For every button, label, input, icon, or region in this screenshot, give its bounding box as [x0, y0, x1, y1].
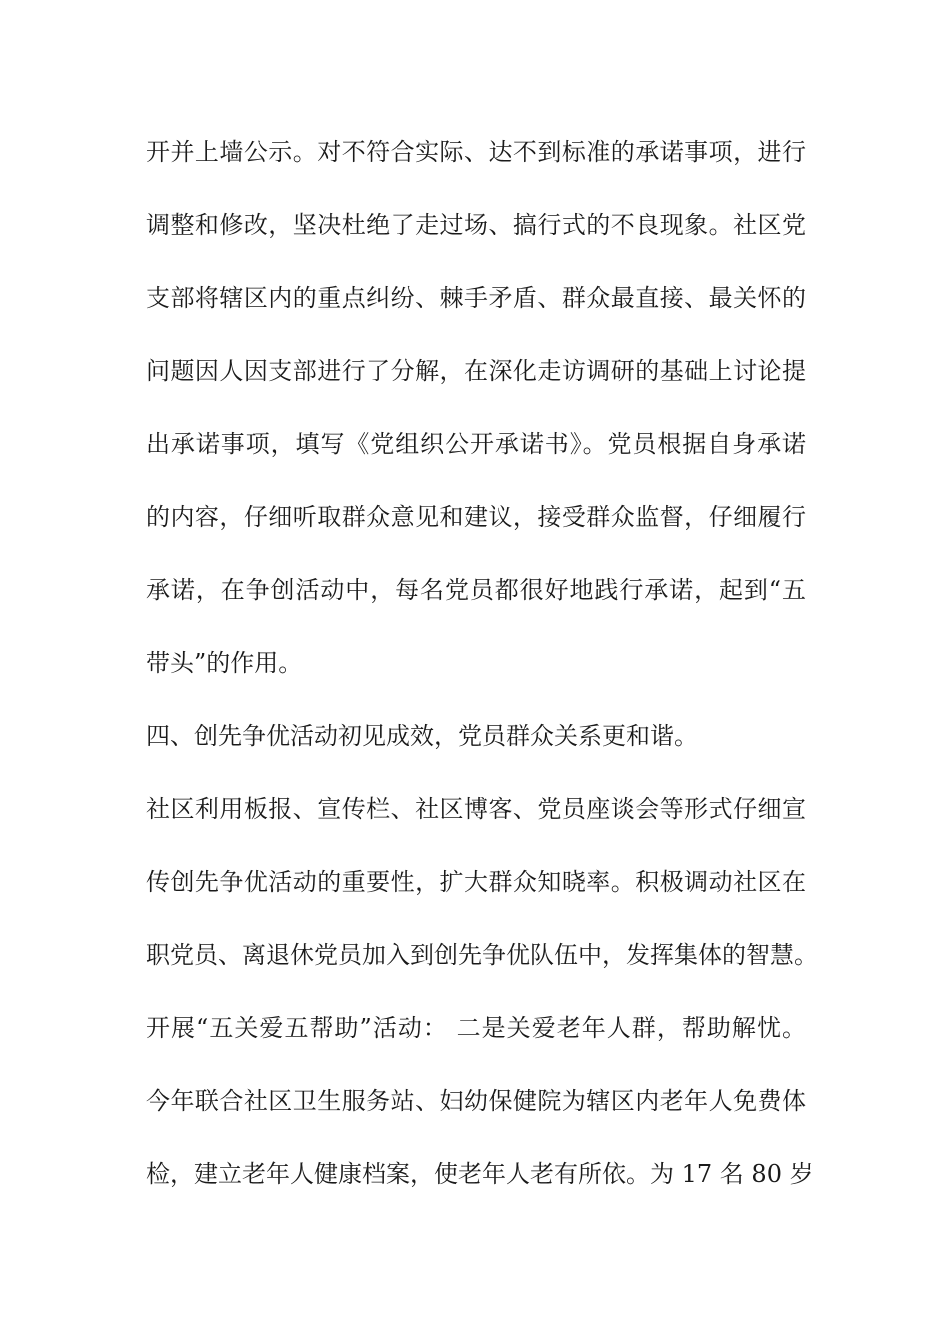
- text-line: 检，建立老年人健康档案，使老年人老有所依。为 17 名 80 岁: [146, 1160, 814, 1188]
- text-line: 支部将辖区内的重点纠纷、棘手矛盾、群众最直接、最关怀的: [146, 284, 806, 312]
- text-line: 传创先争优活动的重要性，扩大群众知晓率。积极调动社区在: [146, 868, 806, 896]
- text-line: 的内容，仔细听取群众意见和建议，接受群众监督，仔细履行: [146, 503, 806, 531]
- text-line: 今年联合社区卫生服务站、妇幼保健院为辖区内老年人免费体: [146, 1087, 806, 1115]
- text-line: 出承诺事项，填写《党组织公开承诺书》。党员根据自身承诺: [146, 430, 806, 458]
- text-line: 带头”的作用。: [146, 649, 303, 677]
- text-line: 社区利用板报、宣传栏、社区博客、党员座谈会等形式仔细宣: [146, 795, 806, 823]
- text-line: 问题因人因支部进行了分解，在深化走访调研的基础上讨论提: [146, 357, 806, 385]
- text-line: 承诺，在争创活动中，每名党员都很好地践行承诺，起到“五: [146, 576, 806, 604]
- section-heading: 四、创先争优活动初见成效，党员群众关系更和谐。: [146, 722, 698, 750]
- text-line: 开并上墙公示。对不符合实际、达不到标准的承诺事项，进行: [146, 138, 806, 166]
- text-line: 职党员、离退休党员加入到创先争优队伍中，发挥集体的智慧。: [146, 941, 818, 969]
- text-line: 开展“五关爱五帮助”活动： 二是关爱老年人群，帮助解忧。: [146, 1014, 806, 1042]
- text-line: 调整和修改，坚决杜绝了走过场、搞行式的不良现象。社区党: [146, 211, 806, 239]
